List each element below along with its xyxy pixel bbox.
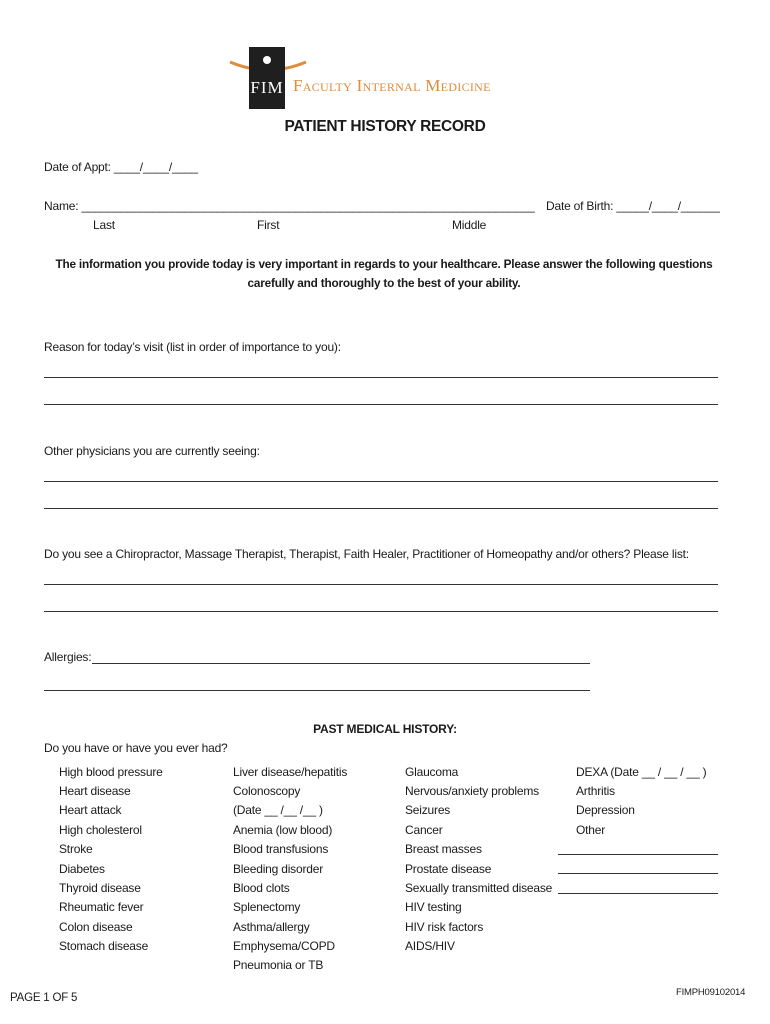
page-title: PATIENT HISTORY RECORD (284, 118, 486, 135)
history-item[interactable]: Stroke (59, 842, 93, 856)
history-item[interactable]: AIDS/HIV (405, 939, 455, 953)
allergies-line-1[interactable] (92, 663, 590, 664)
allergies-label: Allergies: (44, 650, 92, 664)
history-item[interactable]: Other (576, 823, 606, 837)
history-item[interactable]: Glaucoma (405, 765, 459, 779)
history-item[interactable]: Splenectomy (233, 900, 301, 914)
allergies-line-2[interactable] (44, 690, 590, 691)
page-number: PAGE 1 OF 5 (10, 992, 78, 1004)
reason-line-2[interactable] (44, 404, 718, 405)
history-item[interactable]: High blood pressure (59, 765, 163, 779)
physicians-line-1[interactable] (44, 481, 718, 482)
other-line-2[interactable] (558, 873, 718, 874)
appt-date-field[interactable]: Date of Appt: ____/____/____ (44, 160, 198, 174)
history-item[interactable]: Sexually transmitted disease (405, 881, 553, 895)
reason-question: Reason for today’s visit (list in order of importance to you): (44, 340, 341, 354)
history-item[interactable]: Arthritis (576, 784, 615, 798)
name-last-label: Last (93, 218, 115, 232)
reason-line-1[interactable] (44, 377, 718, 378)
history-item[interactable]: (Date __ /__ /__ ) (233, 803, 323, 817)
history-item[interactable]: Rheumatic fever (59, 900, 144, 914)
other-line-1[interactable] (558, 854, 718, 855)
history-item[interactable]: High cholesterol (59, 823, 142, 837)
history-item[interactable]: Emphysema/COPD (233, 939, 335, 953)
history-item[interactable]: Seizures (405, 803, 451, 817)
physicians-question: Other physicians you are currently seeing: (44, 444, 260, 458)
history-item[interactable]: Liver disease/hepatitis (233, 765, 348, 779)
name-first-label: First (257, 218, 280, 232)
alternative-line-2[interactable] (44, 611, 718, 612)
history-item[interactable]: Stomach disease (59, 939, 149, 953)
history-item[interactable]: Colon disease (59, 920, 133, 934)
history-item[interactable]: Nervous/anxiety problems (405, 784, 539, 798)
alternative-question: Do you see a Chiropractor, Massage Therapist, Therapist, Faith Healer, Practitioner of Homeopathy and/or others? Please list: (44, 547, 689, 561)
history-item[interactable]: HIV risk factors (405, 920, 484, 934)
history-item[interactable]: Breast masses (405, 842, 482, 856)
other-line-3[interactable] (558, 893, 718, 894)
history-item[interactable]: Diabetes (59, 862, 105, 876)
history-heading: PAST MEDICAL HISTORY: (313, 722, 457, 736)
logo-name: Faculty Internal Medicine (293, 76, 491, 95)
history-item[interactable]: Thyroid disease (59, 881, 141, 895)
history-item[interactable]: Asthma/allergy (233, 920, 310, 934)
logo-initials: FIM (250, 78, 284, 97)
history-prompt: Do you have or have you ever had? (44, 741, 228, 755)
form-code: FIMPH09102014 (676, 987, 746, 998)
history-item[interactable]: Heart disease (59, 784, 131, 798)
history-item[interactable]: HIV testing (405, 900, 462, 914)
history-item[interactable]: Blood transfusions (233, 842, 329, 856)
history-item[interactable]: Pneumonia or TB (233, 958, 324, 972)
dob-field[interactable]: Date of Birth: _____/____/______ (546, 199, 720, 213)
history-item[interactable]: Anemia (low blood) (233, 823, 333, 837)
intro-text: The information you provide today is very important in regards to your healthcare. Please answer the following questions carefully and thoroughly to the best of your ability. (55, 257, 713, 290)
history-item[interactable]: Colonoscopy (233, 784, 301, 798)
history-item[interactable]: Cancer (405, 823, 443, 837)
history-item[interactable]: Blood clots (233, 881, 290, 895)
logo-dot-icon (263, 56, 271, 64)
history-item[interactable]: Depression (576, 803, 635, 817)
history-item[interactable]: Prostate disease (405, 862, 492, 876)
physicians-line-2[interactable] (44, 508, 718, 509)
history-item[interactable]: Bleeding disorder (233, 862, 323, 876)
history-item[interactable]: DEXA (Date __ / __ / __ ) (576, 765, 707, 779)
history-item[interactable]: Heart attack (59, 803, 122, 817)
alternative-line-1[interactable] (44, 584, 718, 585)
name-middle-label: Middle (452, 218, 487, 232)
name-field[interactable]: Name: ______________________________________________________________________ (44, 199, 535, 213)
